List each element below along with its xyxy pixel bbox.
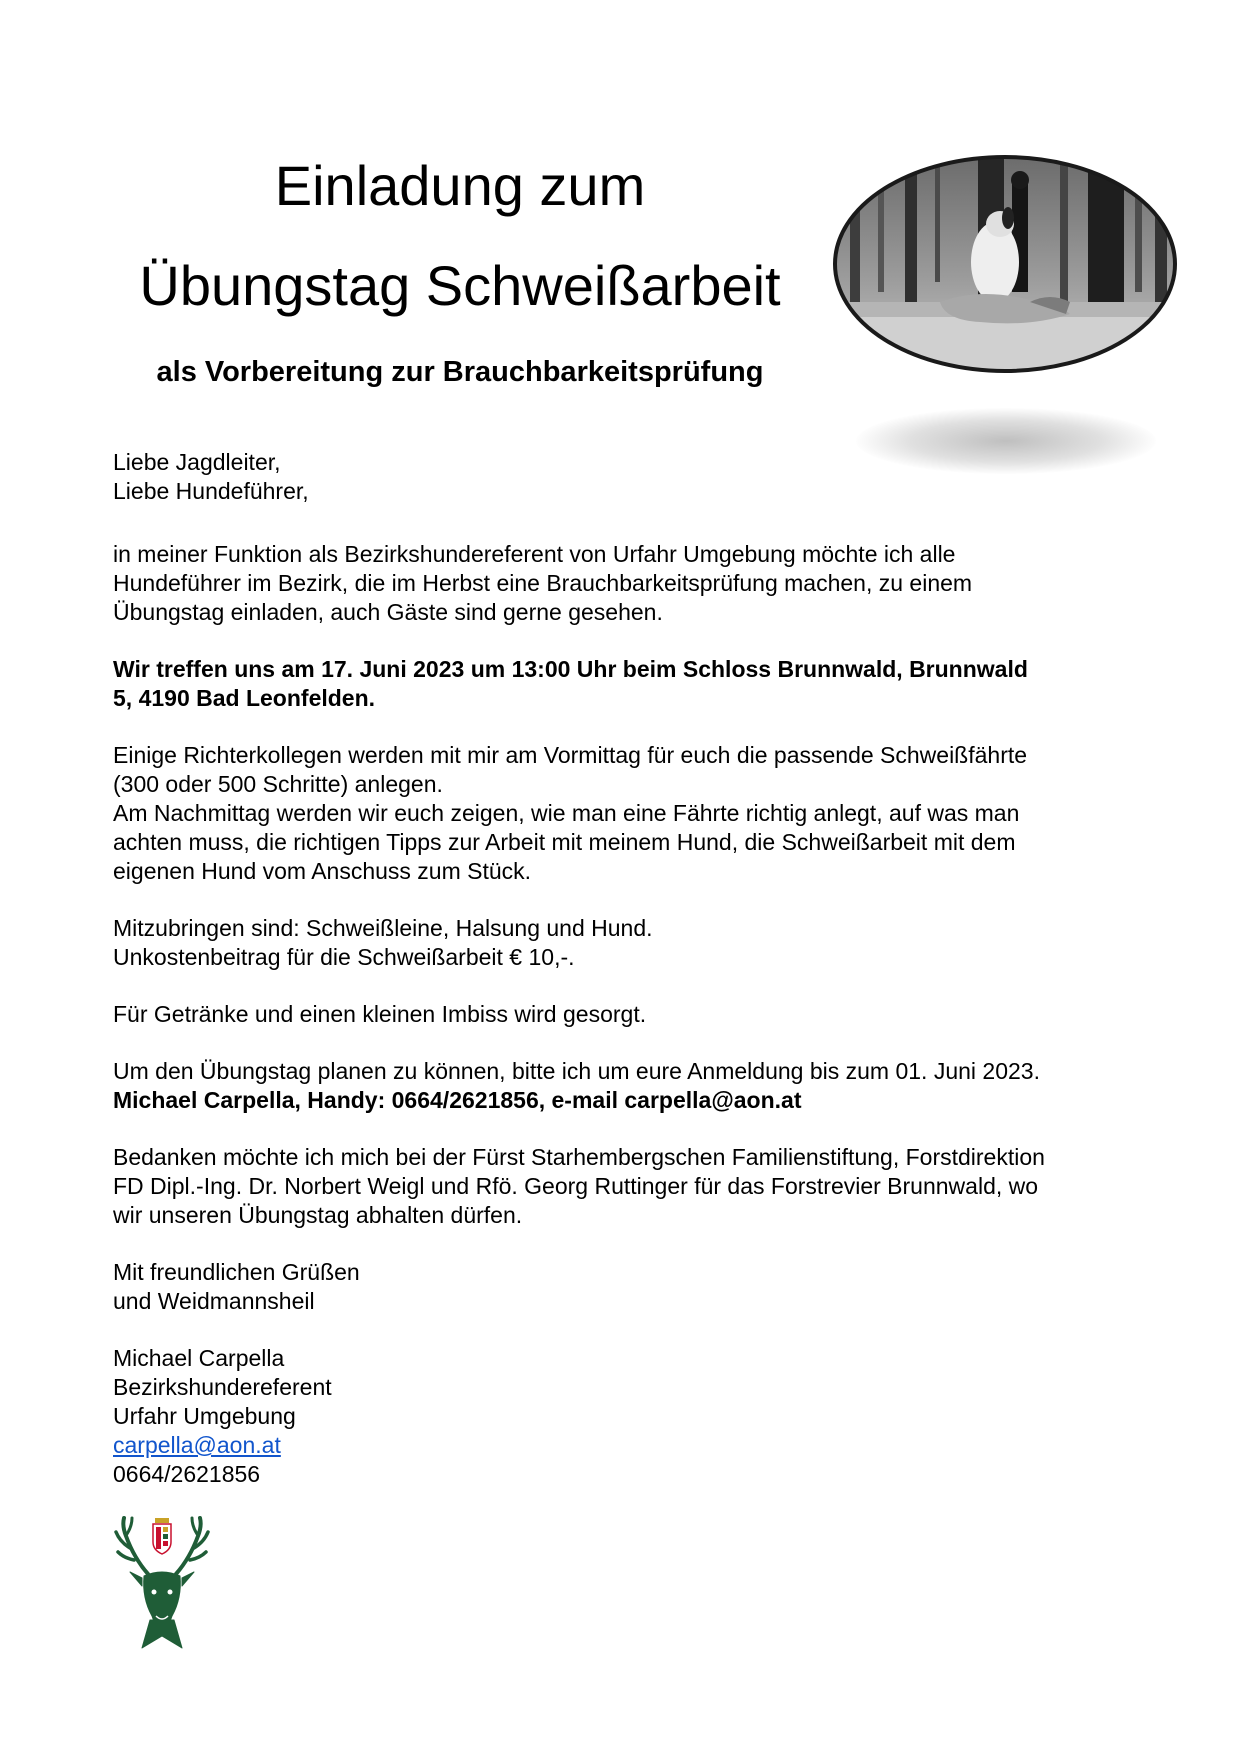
meeting-line-2: 5, 4190 Bad Leonfelden. [113, 685, 376, 711]
signature-phone: 0664/2621856 [113, 1461, 261, 1487]
thanks-line-1: Bedanken möchte ich mich bei der Fürst Starhembergschen Familienstiftung, Forstdirektion [113, 1144, 1045, 1170]
bring-line-2: Unkostenbeitrag für die Schweißarbeit € 10,-. [113, 944, 575, 970]
dog-with-handler-photo [830, 152, 1180, 376]
signature-name: Michael Carpella [113, 1345, 285, 1371]
title-line-1: Einladung zum [274, 154, 646, 217]
food-line: Für Getränke und einen kleinen Imbiss wird gesorgt. [113, 1001, 647, 1027]
thanks-line-2: FD Dipl.-Ing. Dr. Norbert Weigl und Rfö. Georg Ruttinger für das Forstrevier Brunnwald, wo [113, 1173, 1039, 1199]
closing-line-1: Mit freundlichen Grüßen [113, 1259, 360, 1285]
signature-role: Bezirkshundereferent [113, 1374, 332, 1400]
program-line-1: Einige Richterkollegen werden mit mir am Vormittag für euch die passende Schweißfährte [113, 742, 1028, 768]
title-line-2: Übungstag Schweißarbeit [139, 254, 781, 317]
greeting-line-2: Liebe Hundeführer, [113, 478, 309, 504]
closing-line-2: und Weidmannsheil [113, 1288, 315, 1314]
program-line-4: achten muss, die richtigen Tipps zur Arbeit mit meinem Hund, die Schweißarbeit mit dem [113, 829, 1016, 855]
intro-line-1: in meiner Funktion als Bezirkshundereferent von Urfahr Umgebung möchte ich alle [113, 541, 956, 567]
intro-line-2: Hundeführer im Bezirk, die im Herbst eine Brauchbarkeitsprüfung machen, zu einem [113, 570, 973, 596]
program-line-3: Am Nachmittag werden wir euch zeigen, wie man eine Fährte richtig anlegt, auf was man [113, 800, 1020, 826]
signature-district: Urfahr Umgebung [113, 1403, 296, 1429]
email-link[interactable]: carpella@aon.at [113, 1432, 281, 1458]
signature-email-line [113, 1431, 1143, 1460]
subtitle: als Vorbereitung zur Brauchbarkeitsprüfung [156, 356, 764, 388]
greeting-line-1: Liebe Jagdleiter, [113, 449, 281, 475]
contact-line: Michael Carpella, Handy: 0664/2621856, e-mail carpella@aon.at [113, 1087, 802, 1113]
registration-line: Um den Übungstag planen zu können, bitte ich um eure Anmeldung bis zum 01. Juni 2023. [113, 1058, 1040, 1084]
program-line-2: (300 oder 500 Schritte) anlegen. [113, 771, 443, 797]
thanks-line-3: wir unseren Übungstag abhalten dürfen. [113, 1202, 523, 1228]
bring-line-1: Mitzubringen sind: Schweißleine, Halsung und Hund. [113, 915, 653, 941]
intro-line-3: Übungstag einladen, auch Gäste sind gerne gesehen. [113, 599, 663, 625]
meeting-line-1: Wir treffen uns am 17. Juni 2023 um 13:00 Uhr beim Schloss Brunnwald, Brunnwald [113, 656, 1028, 682]
deer-crest-logo-icon [112, 1512, 212, 1650]
program-line-5: eigenen Hund vom Anschuss zum Stück. [113, 858, 532, 884]
